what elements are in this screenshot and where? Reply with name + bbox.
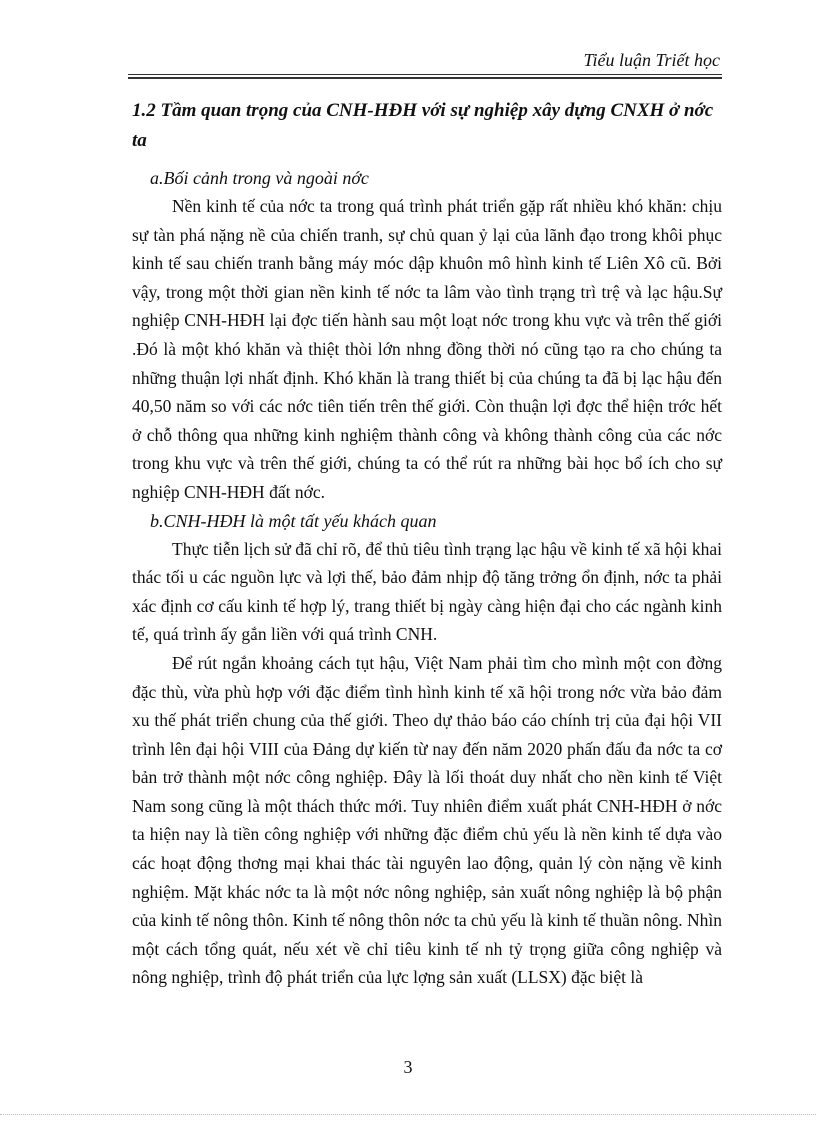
paragraph-a-1: Nền kinh tế của nớc ta trong quá trình phát triển gặp rất nhiều khó khăn: chịu sự tàn phá nặng nề của chiến tranh, sự chủ quan ỷ lại của lãnh đạo trong khôi phục kinh tế sau chiến tranh bằng máy móc dập khuôn mô hình kinh tế Liên Xô cũ. Bởi vậy, trong một thời gian nền kinh tế nớc ta lâm vào tình trạng trì trệ và lạc hậu.Sự nghiệp CNH-HĐH lại đợc tiến hành sau một loạt nớc trong khu vực và trên thế giới .Đó là một khó khăn và thiệt thòi lớn nhng đồng thời nó cũng tạo ra cho chúng ta những thuận lợi nhất định. Khó khăn là trang thiết bị của chúng ta đã bị lạc hậu đến 40,50 năm so với các nớc tiên tiến trên thế giới. Còn thuận lợi đợc thể hiện trớc hết ở chỗ thông qua những kinh nghiệm thành công và không thành công của các nớc trong khu vực và trên thế giới, chúng ta có thể rút ra những bài học bổ ích cho sự nghiệp CNH-HĐH đất nớc. (132, 196, 722, 502)
header-rule-thick (128, 77, 722, 79)
page-body (132, 96, 722, 992)
paragraph-b-2: Để rút ngắn khoảng cách tụt hậu, Việt Nam phải tìm cho mình một con đờng đặc thù, vừa phù hợp với đặc điểm tình hình kinh tế xã hội trong nớc vừa bảo đảm xu thế phát triển chung của thế giới. Theo dự thảo báo cáo chính trị của đại hội VII trình lên đại hội VIII của Đảng dự kiến từ nay đến năm 2020 phấn đấu đa nớc ta cơ bản trở thành một nớc công nghiệp. Đây là lối thoát duy nhất cho nền kinh tế Việt Nam song cũng là một thách thức mới. Tuy nhiên điểm xuất phát CNH-HĐH ở nớc ta hiện nay là tiền công nghiệp với những đặc điểm chủ yếu là nền kinh tế dựa vào các hoạt động thơng mại khai thác tài nguyên lao động, quản lý còn nặng về kinh nghiệm. Mặt khác nớc ta là một nớc nông nghiệp, sản xuất nông nghiệp là bộ phận của kinh tế nông thôn. Kinh tế nông thôn nớc ta chủ yếu là kinh tế thuần nông. Nhìn một cách tổng quát, nếu xét về chỉ tiêu kinh tế nh tỷ trọng giữa công nghiệp và nông nghiệp, trình độ phát triển của lực lợng sản xuất (LLSX) đặc biệt là (132, 652, 722, 988)
paragraph-b-1: Thực tiễn lịch sử đã chỉ rõ, để thủ tiêu tình trạng lạc hậu về kinh tế xã hội khai thác tối u các nguồn lực và lợi thế, bảo đảm nhịp độ tăng trởng ổn định, nớc ta phải xác định cơ cấu kinh tế hợp lý, trang thiết bị ngày càng hiện đại cho các ngành kinh tế, quá trình ấy gắn liền với quá trình CNH. (132, 538, 722, 645)
section-title: 1.2 Tầm quan trọng của CNH-HĐH với sự nghiệp xây dựng CNXH ở nớc ta (132, 100, 714, 151)
header-rule (128, 74, 722, 75)
page-number: 3 (403, 1057, 413, 1077)
page-bottom-border (0, 1114, 816, 1115)
subsection-b-title: b.CNH-HĐH là một tất yếu khách quan (150, 510, 437, 531)
running-header: Tiểu luận Triết học (583, 50, 720, 70)
subsection-a-title: a.Bối cảnh trong và ngoài nớc (150, 168, 369, 188)
